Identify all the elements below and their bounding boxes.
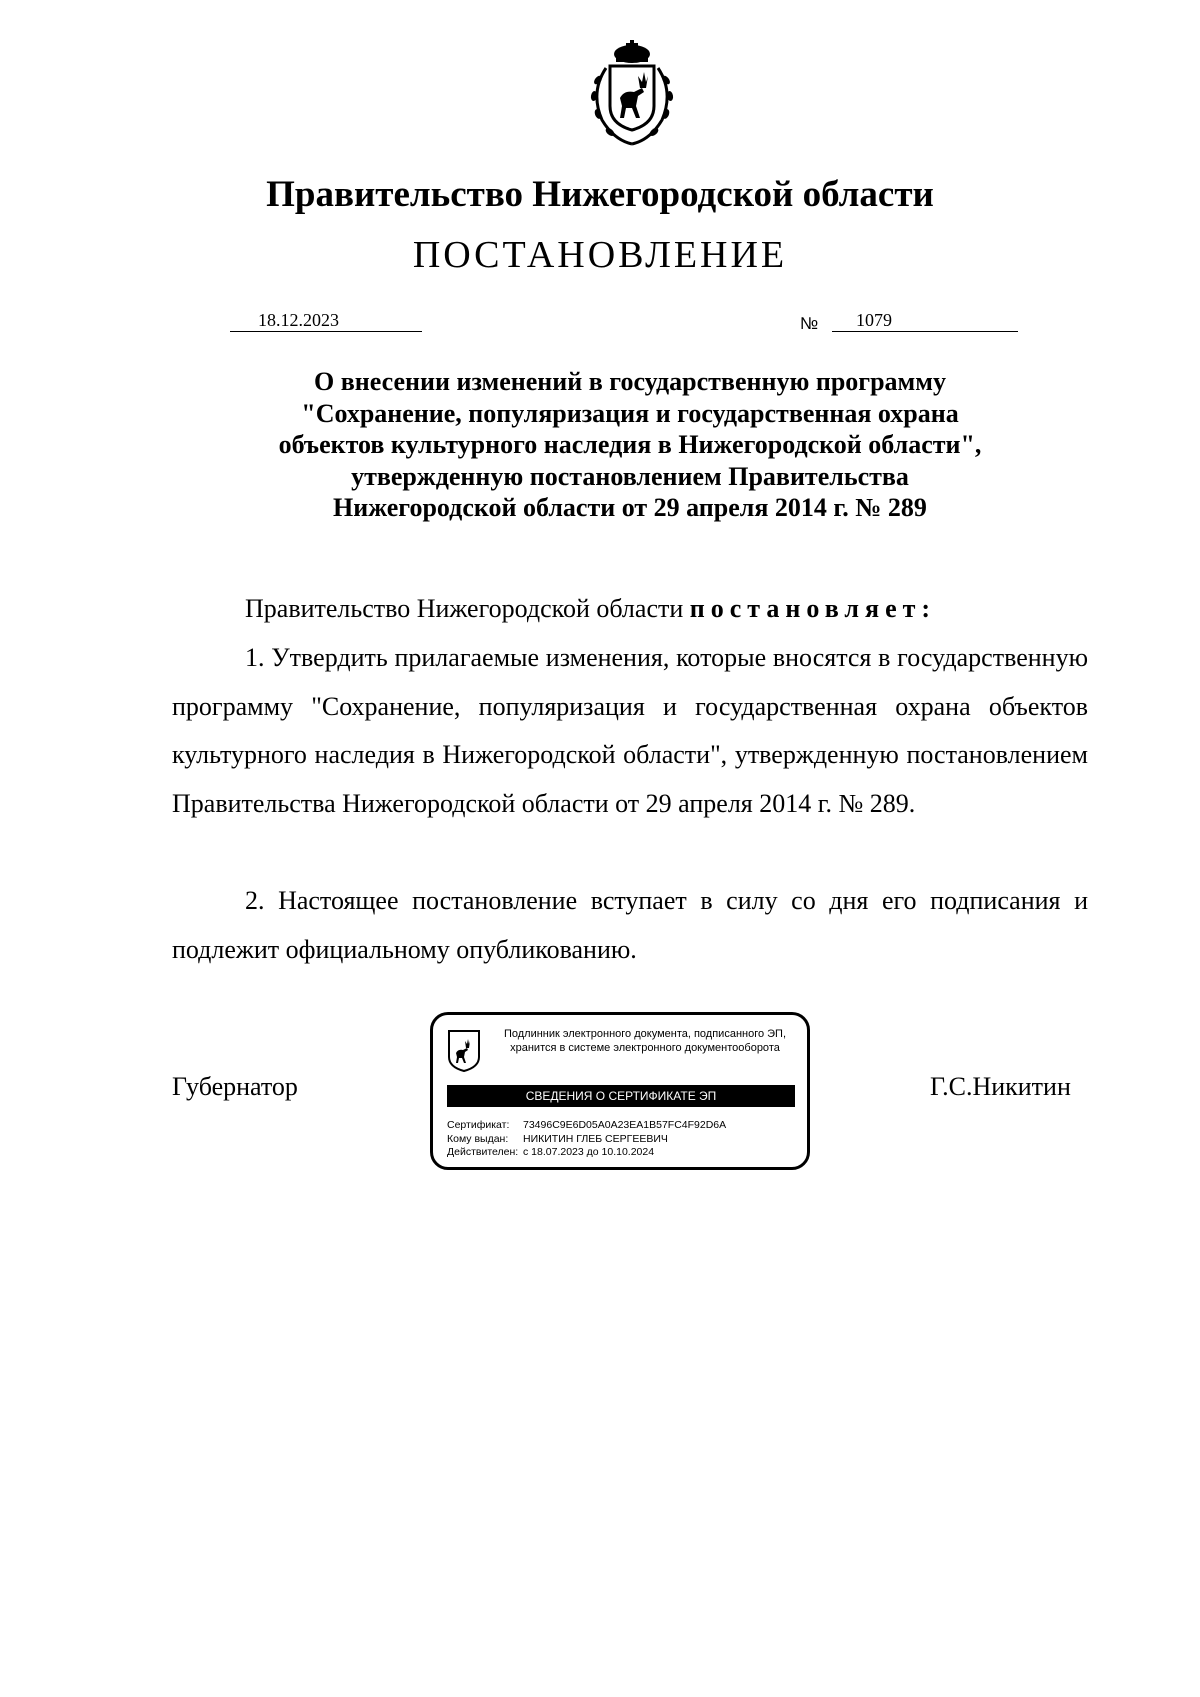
stamp-note: Подлинник электронного документа, подписанного ЭП, хранится в системе электронного документооборота: [503, 1028, 787, 1054]
government-title: Правительство Нижегородской области: [266, 174, 934, 215]
subject-line: объектов культурного наследия в Нижегородской области",: [278, 430, 982, 459]
valid-value: с 18.07.2023 до 10.10.2024: [523, 1146, 655, 1158]
issued-to-value: НИКИТИН ГЛЕБ СЕРГЕЕВИЧ: [523, 1132, 668, 1145]
valid-label: Действителен:: [447, 1146, 519, 1158]
document-type: ПОСТАНОВЛЕНИЕ: [412, 234, 788, 276]
lead-text: Правительство Нижегородской области: [245, 594, 684, 623]
issued-to-label: Кому выдан:: [447, 1132, 509, 1145]
subject-line: О внесении изменений в государственную программу: [314, 367, 946, 396]
document-date: 18.12.2023: [230, 309, 422, 332]
decree-word: постановляет:: [689, 594, 937, 623]
subject-line: "Сохранение, популяризация и государственная охрана: [301, 398, 959, 428]
signatory-role: Губернатор: [172, 1072, 298, 1101]
electronic-signature-stamp: [430, 1012, 810, 1170]
paragraph-1-text: 1. Утвердить прилагаемые изменения, которые вносятся в государственную программу "Сохранение, популяризация и государственная охрана объектов культурного наследия в Нижегородской области", утвержденную постановлением Правительства Нижегородской области от 29 апреля 2014 г. № 289.: [172, 643, 1088, 818]
stamp-header: СВЕДЕНИЯ О СЕРТИФИКАТЕ ЭП: [447, 1085, 795, 1107]
subject-line: утвержденную постановлением Правительства: [351, 461, 909, 491]
deer-emblem-icon: [447, 1029, 481, 1073]
certificate-details: [447, 1119, 726, 1160]
decree-lead: [172, 585, 1088, 634]
paragraph-2-text: 2. Настоящее постановление вступает в силу со дня его подписания и подлежит официальному опубликованию.: [172, 886, 1088, 964]
number-label: №: [800, 314, 819, 333]
certificate-label: Сертификат:: [447, 1119, 510, 1131]
paragraph-1: [172, 634, 1088, 828]
paragraph-2: [172, 877, 1088, 974]
signatory-name: Г.С.Никитин: [930, 1072, 1071, 1101]
certificate-value: 73496C9E6D05A0A23EA1B57FC4F92D6A: [523, 1119, 727, 1131]
coat-of-arms-icon: [576, 40, 688, 152]
subject-line: Нижегородской области от 29 апреля 2014 г. № 289: [333, 493, 927, 522]
document-number: 1079: [832, 309, 1018, 332]
document-subject: [200, 366, 1060, 524]
